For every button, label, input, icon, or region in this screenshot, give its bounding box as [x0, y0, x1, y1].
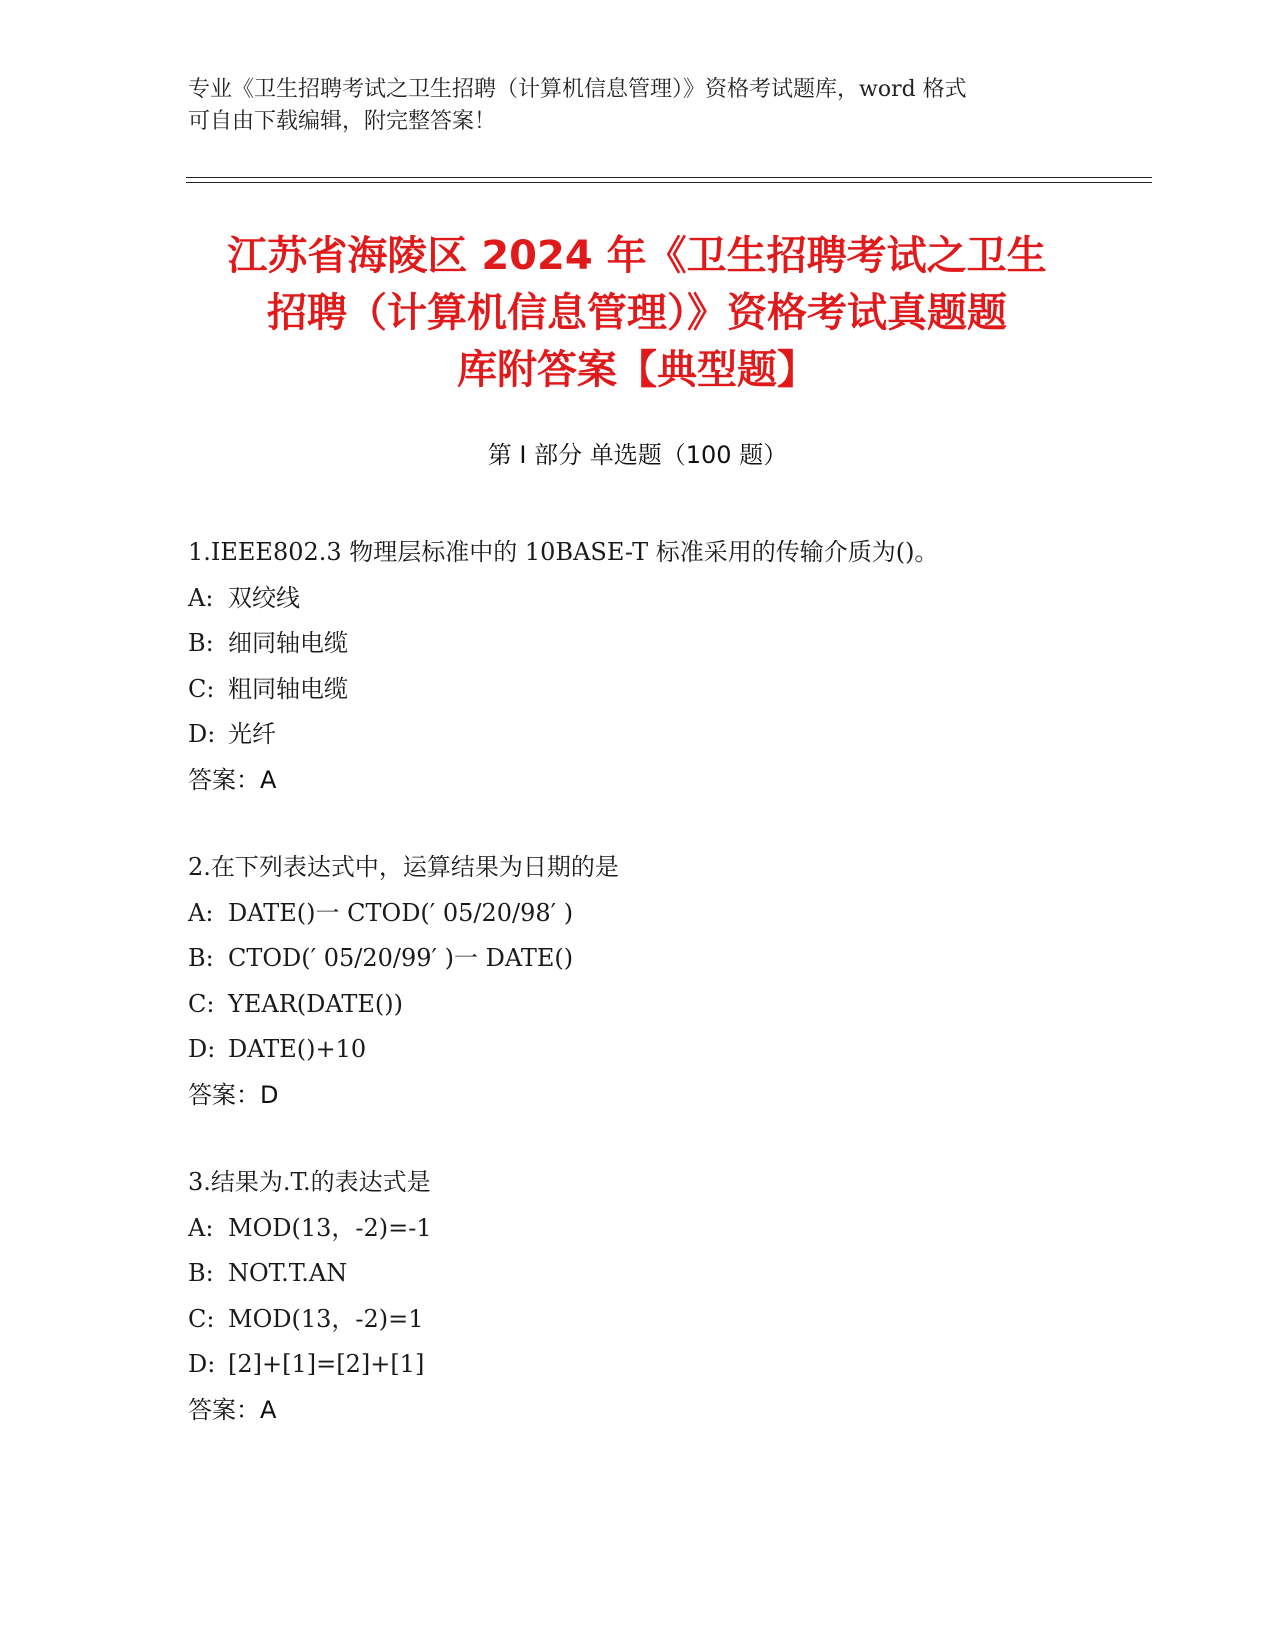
option-label: B:	[188, 1259, 214, 1287]
option-text: DATE()+10	[228, 1035, 367, 1063]
header-note-line-1: 专业《卫生招聘考试之卫生招聘（计算机信息管理）》资格考试题库，word 格式	[188, 77, 967, 102]
question-list	[188, 530, 1138, 1475]
title-line-1: 江苏省海陵区 2024 年《卫生招聘考试之卫生	[227, 233, 1047, 279]
question-stem: 1.IEEE802.3 物理层标准中的 10BASE-T 标准采用的传输介质为()。	[188, 538, 939, 566]
option-text: CTOD(′ 05/20/99′ )一 DATE()	[228, 944, 574, 972]
header-note	[188, 74, 1088, 138]
option-label: C:	[188, 989, 215, 1018]
option-text: [2]+[1]=[2]+[1]	[228, 1350, 425, 1378]
option-c	[188, 1297, 1138, 1343]
option-a	[188, 1206, 1138, 1252]
option-d	[188, 1027, 1138, 1073]
option-text: MOD(13，-2)=-1	[228, 1213, 432, 1242]
option-label: B:	[188, 629, 214, 657]
option-label: D:	[188, 1350, 216, 1378]
option-c	[188, 982, 1138, 1028]
option-c	[188, 667, 1138, 713]
question-stem: 3.结果为.T.的表达式是	[188, 1168, 431, 1196]
option-text: YEAR(DATE())	[228, 989, 404, 1018]
option-b	[188, 936, 1138, 982]
answer-line: 答案：A	[188, 1395, 277, 1424]
option-label: C:	[188, 674, 215, 703]
option-text: 双绞线	[228, 583, 300, 612]
header-note-line-2: 可自由下载编辑，附完整答案！	[188, 109, 497, 134]
section-heading: 第 I 部分 单选题（100 题）	[487, 441, 788, 469]
option-text: 光纤	[228, 720, 276, 748]
option-text: 细同轴电缆	[228, 629, 348, 657]
header-divider	[186, 177, 1152, 183]
option-a	[188, 576, 1138, 622]
answer-line: 答案：D	[188, 1080, 279, 1109]
option-text: DATE()一 CTOD(′ 05/20/98′ )	[228, 898, 574, 927]
question-stem: 2.在下列表达式中，运算结果为日期的是	[188, 853, 619, 881]
option-d	[188, 1342, 1138, 1388]
option-label: A:	[188, 1213, 214, 1242]
option-text: MOD(13，-2)=1	[228, 1304, 424, 1333]
answer-line: 答案：A	[188, 765, 277, 794]
option-label: D:	[188, 1035, 216, 1063]
option-text: 粗同轴电缆	[228, 674, 348, 703]
title-line-2: 招聘（计算机信息管理）》资格考试真题题	[267, 290, 1007, 336]
question-1	[188, 530, 1138, 803]
document-title	[160, 228, 1114, 399]
option-label: B:	[188, 944, 214, 972]
option-text: NOT.T.AN	[228, 1259, 348, 1287]
option-label: C:	[188, 1304, 215, 1333]
option-d	[188, 712, 1138, 758]
option-label: A:	[188, 583, 214, 612]
question-2	[188, 845, 1138, 1118]
option-label: A:	[188, 898, 214, 927]
option-b	[188, 1251, 1138, 1297]
question-3	[188, 1160, 1138, 1433]
title-line-3: 库附答案【典型题】	[457, 347, 817, 393]
option-b	[188, 621, 1138, 667]
option-label: D:	[188, 720, 216, 748]
option-a	[188, 891, 1138, 937]
